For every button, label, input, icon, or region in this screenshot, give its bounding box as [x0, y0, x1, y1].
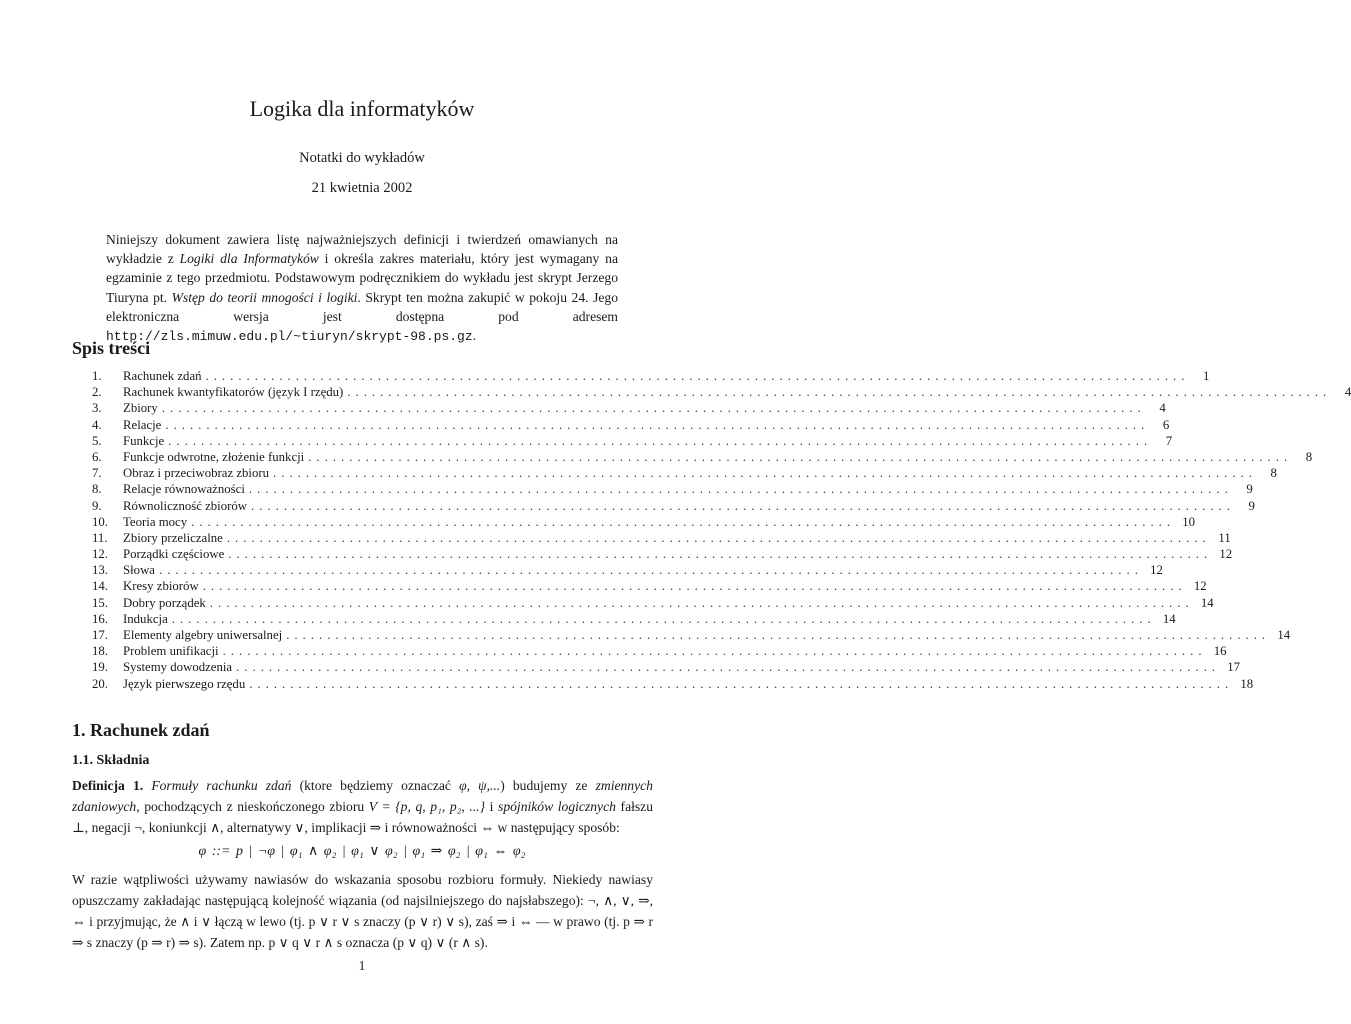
definition-text: ) budujemy ze: [500, 778, 596, 793]
toc-entry-title: Teoria mocy: [123, 514, 188, 529]
toc-entry-title: Słowa: [123, 563, 155, 578]
definition-text: fałszu ⊥, negacji ¬, koniunkcji ∧, alternatywy ∨, implikacji ⇒ i równoważności ⇔ w następujący sposób:: [72, 799, 653, 835]
toc-entry-page: 6: [1162, 417, 1170, 432]
toc-entry-number: 3.: [92, 401, 102, 416]
toc-entry-number: 18.: [92, 644, 108, 659]
abstract: [106, 230, 618, 346]
toc-entry-title: Relacje: [123, 417, 162, 432]
toc-entry-title: Rachunek zdań: [123, 369, 202, 383]
toc-entry-page: 14: [1162, 611, 1176, 626]
toc-dot-leader: ........................................................................................................................: [308, 449, 1293, 464]
toc-entry[interactable]: [92, 449, 1313, 466]
toc-entry[interactable]: [92, 369, 1210, 385]
toc-entry-page: 8: [1305, 449, 1313, 464]
toc-entry[interactable]: [92, 401, 1166, 417]
definition-text: (ktore będziemy oznaczać: [291, 778, 460, 793]
toc-dot-leader: ........................................................................................................................: [209, 595, 1194, 610]
toc-entry[interactable]: [92, 579, 1207, 595]
document-date: 21 kwietnia 2002: [311, 180, 413, 196]
toc-dot-leader: ........................................................................................................................: [226, 530, 1211, 545]
toc-dot-leader: ........................................................................................................................: [228, 547, 1213, 562]
toc-entry-page: 18: [1240, 676, 1254, 691]
toc-entry-page: 14: [1277, 628, 1291, 642]
toc-entry-title: Język pierwszego rzędu: [123, 676, 246, 691]
toc-dot-leader: ........................................................................................................................: [191, 514, 1176, 529]
definition-math: φ, ψ,...: [459, 778, 501, 793]
toc-dot-leader: ........................................................................................................................: [347, 385, 1332, 400]
definition-label: Definicja 1.: [72, 778, 144, 793]
definition-term: Formuły rachunku zdań: [151, 778, 292, 793]
toc-entry[interactable]: [92, 530, 1231, 547]
toc-entry-page: 9: [1248, 498, 1255, 513]
toc-entry-page: 12: [1219, 547, 1233, 562]
toc-entry-page: 7: [1165, 433, 1173, 448]
toc-entry-number: 9.: [92, 498, 102, 513]
toc-entry[interactable]: [92, 385, 1351, 401]
document-subtitle: Notatki do wykładów: [299, 150, 425, 166]
toc-entry-number: 6.: [92, 449, 102, 464]
toc-dot-leader: ........................................................................................................................: [222, 644, 1207, 659]
toc-entry-title: Problem unifikacji: [123, 644, 219, 659]
toc-entry-number: 16.: [92, 611, 108, 626]
toc-entry-number: 19.: [92, 660, 108, 675]
toc-entry-number: 2.: [92, 385, 102, 400]
toc-entry[interactable]: [92, 417, 1170, 434]
toc-entry[interactable]: [92, 628, 1291, 644]
toc-entry-number: 13.: [92, 563, 108, 578]
toc-entry-number: 7.: [92, 466, 102, 481]
toc-entry[interactable]: [92, 611, 1176, 628]
toc-entry-number: 1.: [92, 369, 102, 383]
toc-entry-page: 1: [1203, 369, 1210, 383]
toc-entry-page: 8: [1270, 466, 1277, 481]
abstract-url-link[interactable]: http://zls.mimuw.edu.pl/~tiuryn/skrypt-98.ps.gz: [106, 329, 473, 345]
toc-entry-number: 4.: [92, 417, 102, 432]
toc-entry-title: Zbiory przeliczalne: [123, 530, 223, 545]
toc-entry[interactable]: [92, 563, 1163, 579]
section-heading: 1. Rachunek zdań: [72, 720, 210, 740]
toc-entry[interactable]: [92, 498, 1255, 515]
toc-entry-title: Indukcja: [123, 611, 168, 626]
table-of-contents: [92, 369, 1351, 693]
toc-entry-title: Kresy zbiorów: [123, 579, 199, 594]
toc-entry-number: 20.: [92, 676, 108, 691]
definition-term: zmiennych zdaniowych: [72, 778, 653, 814]
toc-entry-number: 5.: [92, 433, 102, 448]
toc-entry-number: 10.: [92, 514, 108, 529]
abstract-course-name: Logiki dla Informatyków: [179, 251, 319, 267]
toc-entry[interactable]: [92, 644, 1227, 660]
toc-entry-title: Systemy dowodzenia: [123, 660, 233, 675]
toc-entry-title: Rachunek kwantyfikatorów (język I rzędu): [123, 385, 344, 400]
toc-dot-leader: ........................................................................................................................: [159, 563, 1143, 578]
toc-dot-leader: ........................................................................................................................: [249, 676, 1234, 691]
toc-entry[interactable]: [92, 466, 1277, 482]
toc-entry-title: Elementy algebry uniwersalnej: [123, 628, 283, 642]
toc-entry-number: 15.: [92, 595, 108, 610]
toc-entry-page: 9: [1246, 482, 1253, 497]
toc-entry-title: Funkcje: [123, 433, 165, 448]
page-number: 1: [358, 958, 366, 973]
toc-entry[interactable]: [92, 433, 1173, 450]
toc-heading: Spis treści: [72, 338, 151, 358]
toc-entry-page: 12: [1150, 563, 1163, 578]
toc-entry-page: 4: [1159, 401, 1166, 416]
definition-term: spójników logicznych: [498, 799, 616, 814]
toc-dot-leader: ........................................................................................................................: [286, 628, 1271, 642]
toc-dot-leader: ........................................................................................................................: [251, 498, 1235, 513]
abstract-text: i określa zakres materiału, który jest wymagany na egzaminie z tego przedmiotu. Podstawowym podręcznikiem do wykładu jest skrypt Jerzego Tiuryna pt.: [106, 251, 618, 305]
definition-text: , pochodzących z nieskończonego zbioru: [136, 799, 369, 814]
toc-entry-title: Funkcje odwrotne, złożenie funkcji: [123, 449, 305, 464]
abstract-text: . Skrypt ten można zakupić w pokoju 24. Jego elektroniczna wersja jest dostępna pod adresem: [106, 289, 618, 324]
toc-entry-page: 4: [1344, 385, 1351, 400]
toc-entry-title: Zbiory: [123, 401, 158, 416]
toc-dot-leader: ........................................................................................................................: [205, 369, 1190, 383]
toc-entry[interactable]: [92, 547, 1233, 563]
body-paragraph: W razie wątpliwości używamy nawiasów do wskazania sposobu rozbioru formuły. Niekiedy nawiasy opuszczamy zakładając następującą kolejność wiązania (od najsilniejszego do najsłabszego): ¬, ∧, ∨, ⇒, ⇔ i przyjmując, że ∧ i ∨ łączą w lewo (tj. p ∨ r ∨ s znaczy (p ∨ r) ∨ s), zaś ⇒ i ⇔ — w prawo (tj. p ⇒ r ⇒ s znaczy (p ⇒ r) ⇒ s). Zatem np. p ∨ q ∨ r ∧ s oznacza (p ∨ q) ∨ (r ∧ s).: [72, 872, 653, 950]
toc-entry-number: 8.: [92, 482, 102, 497]
toc-entry[interactable]: [92, 482, 1253, 498]
definition-math: V = {p, q, p₁, p₂, ...}: [368, 799, 486, 814]
toc-dot-leader: ........................................................................................................................: [273, 466, 1257, 481]
document-title: Logika dla informatyków: [249, 96, 475, 121]
toc-entry-number: 17.: [92, 628, 108, 642]
toc-entry-number: 11.: [92, 530, 108, 545]
definition-paragraph: [72, 775, 653, 838]
toc-entry-page: 12: [1193, 579, 1207, 594]
toc-entry-page: 16: [1213, 644, 1227, 659]
toc-entry-page: 10: [1182, 514, 1196, 529]
subsection-heading: 1.1. Składnia: [72, 753, 150, 768]
grammar-formula: φ ::= p | ¬φ | φ₁ ∧ φ₂ | φ₁ ∨ φ₂ | φ₁ ⇒ φ₂ | φ₁ ⇔ φ₂: [198, 844, 526, 859]
toc-entry-page: 11: [1218, 530, 1231, 545]
toc-entry-page: 17: [1227, 660, 1241, 675]
toc-entry[interactable]: [92, 660, 1241, 676]
abstract-text: Niniejszy dokument zawiera listę najważniejszych definicji i twierdzeń omawianych na wykładzie z: [106, 232, 618, 267]
toc-entry-page: 14: [1200, 595, 1214, 610]
toc-dot-leader: ........................................................................................................................: [165, 417, 1150, 432]
toc-entry-title: Równoliczność zbiorów: [123, 498, 248, 513]
toc-dot-leader: ........................................................................................................................: [248, 482, 1233, 497]
toc-entry-number: 12.: [92, 547, 108, 562]
toc-entry[interactable]: [92, 514, 1196, 531]
toc-entry[interactable]: [92, 595, 1214, 612]
abstract-text: .: [472, 328, 477, 344]
toc-entry-title: Obraz i przeciwobraz zbioru: [123, 466, 270, 481]
toc-dot-leader: ........................................................................................................................: [168, 433, 1153, 448]
toc-entry-number: 14.: [92, 579, 108, 594]
toc-dot-leader: ........................................................................................................................: [161, 401, 1146, 416]
toc-entry-title: Dobry porządek: [123, 595, 206, 610]
toc-entry-title: Relacje równoważności: [123, 482, 245, 497]
toc-entry[interactable]: [92, 676, 1254, 693]
abstract-book-title: Wstęp do teorii mnogości i logiki: [171, 289, 358, 305]
toc-dot-leader: ........................................................................................................................: [171, 611, 1156, 626]
toc-dot-leader: ........................................................................................................................: [236, 660, 1221, 675]
toc-entry-title: Porządki częściowe: [123, 547, 225, 562]
toc-dot-leader: ........................................................................................................................: [202, 579, 1187, 594]
definition-text: i: [485, 799, 499, 814]
